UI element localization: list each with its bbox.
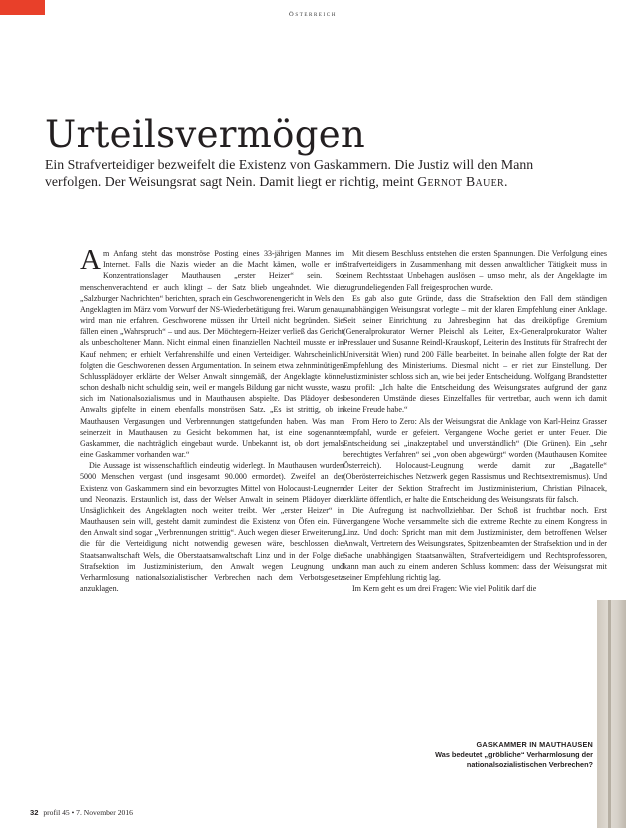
page-footer: [30, 808, 133, 817]
dek-text: Ein Strafverteidiger bezweifelt die Existenz von Gaskammern. Die Justiz will den Mann verfolgen. Der Weisungsrat sagt Nein. Damit liegt er richtig, meint: [45, 157, 534, 189]
photo-edge-detail: [608, 600, 611, 828]
body-paragraph: Die Aufregung ist nachvollziehbar. Der Schoß ist fruchtbar noch. Erst vergangene Woche versammelte sich die extreme Rechte zu einem Kongress in Linz. Und doch: Spricht man mit dem Justizminister, dem betroffenen Welser Anwalt, Vertretern des Weisungsrates, Spitzenbeamten der Strafsektion und in der Sache unabhängigen Staatsanwälten, Strafverteidigern und Rechtsprofessoren, kann man auch zu einem anderen Schluss kommen: dass der Weisungsrat mit seiner Empfehlung richtig lag.: [343, 505, 607, 582]
section-label: Österreich: [289, 11, 337, 18]
dek: [45, 156, 565, 190]
body-paragraph: Im Kern geht es um drei Fragen: Wie viel Politik darf die: [352, 584, 537, 594]
headline: Urteilsvermögen: [45, 113, 366, 156]
body-paragraph: Die Aussage ist wissenschaftlich eindeutig widerlegt. In Mauthausen wurden 5000 Menschen vergast (und insgesamt 90.000 ermordet). Zweifel an der Existenz von Gaskammern sind ein bevorzugtes Mittel von Holocaust-Leugnern und Neonazis. Erstaunlich ist, dass der Welser Anwalt in seinem Plädoyer die Unsäglichkeit des Angeklagten noch weiter treibt. Wer „erster Heizer“ in Mauthausen sein will, gesteht damit zumindest die Existenz von Öfen ein. Für den Anwalt sind sogar „Verbrennungen strittig“. Auch wegen dieser Erweiterung, die für die Verteidigung nicht notwendig gewesen wäre, beschlossen die Staatsanwaltschaft Wels, die Oberstaatsanwaltschaft Linz und in der Folge die Strafsektion im Justizministerium, den Anwalt wegen Leugnung und Verharmlosung nationalsozialistischer Verbrechen nach dem Verbotsgesetz anzuklagen.: [80, 461, 344, 594]
page-number: 32: [30, 808, 39, 817]
dek-end: .: [503, 174, 508, 189]
caption-text: Was bedeutet „gröbliche“ Verharmlosung der nationalsozialistischen Verbrechen?: [435, 749, 593, 769]
drop-cap: A: [80, 244, 101, 276]
body-paragraph: From Hero to Zero: Als der Weisungsrat die Anklage von Karl-Heinz Grasser empfahl, wurde er gefeiert. Vergangene Woche geriet er unter Feuer. Die Entscheidung sei „inakzeptabel und unverständlich“ (Die Grünen). Ein „sehr berechtigtes Verfahren“ sei „von oben abgewürgt“ worden (Mauthausen Komitee Österreich). Holocaust-Leugnung werde damit zur „Bagatelle“ (Oberösterreichisches Netzwerk gegen Rassismus und Rechtsextremismus). Und der Leiter der Sektion Strafrecht im Justizministerium, Christian Pilnacek, erklärte öffentlich, er halte die Entscheidung des Weisungsrats für falsch.: [343, 416, 607, 504]
paragraph-text: m Anfang steht das monströse Posting eines 33-jährigen Mannes im Internet. Falls die Nazis wieder an die Macht kämen, wolle er im Konzentrationslager Mauthausen „erster Heizer“ sein. So menschenverachtend er auch klingt – der Satz blieb ungeahndet. Wie die „Salzburger Nachrichten“ berichten, sprach ein Geschworenengericht in Wels den Angeklagten im März vom Vorwurf der NS-Wiederbetätigung frei. Warum genau, wird man nie erfahren. Geschworene müssen ihr Urteil nicht begründen. Sie fällen einen „Wahrspruch“ – und aus. Der Möchtegern-Heizer verließ das Gericht als unbescholtener Mann. Nicht einmal einen finanziellen Nachteil musste er in Kauf nehmen; er erhielt Verfahrenshilfe und einen Verteidiger. Wahrscheinlich folgten die Geschworenen dessen Argumentation. In seinem etwa zehnminütigen Schlussplädoyer erklärte der Welser Anwalt sinngemäß, der Angeklagte könne schon deshalb nicht schuldig sein, weil er mangels Bildung gar nicht wusste, was sich im Nationalsozialismus und in Mauthausen abspielte. Das Plädoyer des Anwalts gipfelte in einem ebenfalls monströsen Satz. „Es ist strittig, ob in Mauthausen Vergasungen und Verbrennungen stattgefunden haben. Was man seinerzeit in Mauthausen zu Gesicht bekommen hat, ist eine sogenannte Gaskammer, die nachträglich eingebaut wurde. Unbekannt ist, ob dort jemals eine Gaskammer vorhanden war.“: [80, 249, 344, 460]
photo-edge: [597, 600, 626, 828]
publication-info: profil 45 • 7. November 2016: [43, 808, 133, 817]
body-column-2: [343, 248, 607, 594]
body-paragraph: Es gab also gute Gründe, dass die Strafsektion den Fall dem ständigen unabhängigen Weisungsrat vorlegte – mit der klaren Empfehlung einer Anklage. Seit seiner Einrichtung zu Jahresbeginn hat das dreiköpfige Gremium (Generalprokurator Werner Pleischl als Leiter, Ex-Generalprokurator Walter Presslauer und Susanne Reindl-Krauskopf, Leiterin des Instituts für Strafrecht der Universität Wien) rund 200 Fälle bearbeitet. In beinahe allen folgte der Rat der Empfehlung des Ministeriums. Diesmal nicht – er riet zur Einstellung. Der Justizminister schloss sich an, wie bei jeder Entscheidung. Wolfgang Brandstetter zu profil: „Ich halte die Entscheidung des Weisungsrates aufgrund der ganz besonderen Umstände dieses Einzelfalles für vertretbar, auch wenn ich damit keine Freude habe.“: [343, 293, 607, 415]
body-paragraph: Mit diesem Beschluss entstehen die ersten Spannungen. Die Verfolgung eines Strafverteidigers in Zusammenhang mit dessen anwaltlicher Tätigkeit muss in einem Rechtsstaat Unbehagen auslösen – umso mehr, als der Angeklagte im zugrundeliegenden Fall freigesprochen wurde.: [343, 249, 607, 292]
photo-caption: [363, 740, 593, 769]
byline-author: Gernot Bauer: [417, 174, 504, 189]
caption-title: GASKAMMER IN MAUTHAUSEN: [476, 740, 593, 749]
body-column-1: [80, 244, 344, 594]
body-paragraph: [80, 244, 344, 460]
